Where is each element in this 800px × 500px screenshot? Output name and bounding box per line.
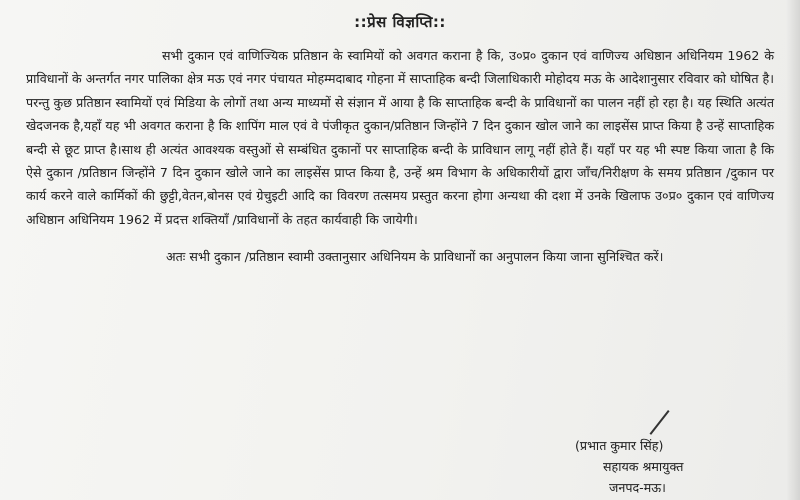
document-title: ::प्रेस विज्ञप्ति:: [354,13,446,31]
page-edge-shadow [786,0,800,500]
body-paragraph-2: अतः सभी दुकान /प्रतिष्ठान स्वामी उक्तानुसार अधिनियम के प्राविधानों का अनुपालन किया जाना सुनिश्चित करें। [166,249,664,265]
document-body [26,44,774,269]
body-paragraph-1: सभी दुकान एवं वाणिज्यिक प्रतिष्ठान के स्वामियों को अवगत कराना है कि, उ०प्र० दुकान एवं वाणिज्य अधिष्ठान अधिनियम 1962 के प्राविधानों के अन्तर्गत नगर पालिका क्षेत्र मऊ एवं नगर पंचायत मोहम्मदाबाद गोहना में साप्ताहिक बन्दी जिलाधिकारी मोहोदय मऊ के आदेशानुसार रविवार को घोषित है। परन्तु कुछ प्रतिष्ठान स्वामियों एवं मिडिया के लोगों तथा अन्य माध्यमों से संज्ञान में आया है कि साप्ताहिक बन्दी के प्राविधानों का पालन नहीं हो रहा है। यह स्थिति अत्यंत खेदजनक है,यहाँ यह भी अवगत कराना है कि शापिंग माल एवं वे पंजीकृत दुकान/प्रतिष्ठान जिन्होंने 7 दिन दुकान खोल जाने का लाइसेंस प्राप्त किया है उन्हें साप्ताहिक बन्दी से छूट प्राप्त है।साथ ही अत्यंत आवश्यक वस्तुओं से सम्बंधित दुकानों पर साप्ताहिक बन्दी के प्राविधान लागू नहीं होते हैं। यहाँ पर यह भी स्पष्ट किया जाता है कि ऐसे दुकान /प्रतिष्ठान जिन्होंने 7 दिन दुकान खोले जाने का लाइसेंस प्राप्त किया है, उन्हें श्रम विभाग के अधिकारीयों द्वारा जाँच/निरीक्षण के समय प्रतिष्ठान /दुकान पर कार्य करने वाले कार्मिकों की छुट्टी,वेतन,बोनस एवं ग्रेचुइटी आदि का विवरण तत्समय प्रस्तुत करना होगा अन्यथा की दशा में उनके खिलाफ उ०प्र० दुकान एवं वाणिज्य अधिष्ठान अधिनियम 1962 में प्रदत्त शक्तियाँ /प्राविधानों के तहत कार्यवाही कि जायेगी। [26,48,774,227]
signatory-name: (प्रभात कुमार सिंह) [575,438,664,453]
signatory-designation: सहायक श्रमायुक्त [603,459,684,474]
signature-block [575,435,775,498]
signature-mark [650,410,670,435]
signatory-place: जनपद-मऊ। [609,480,666,495]
